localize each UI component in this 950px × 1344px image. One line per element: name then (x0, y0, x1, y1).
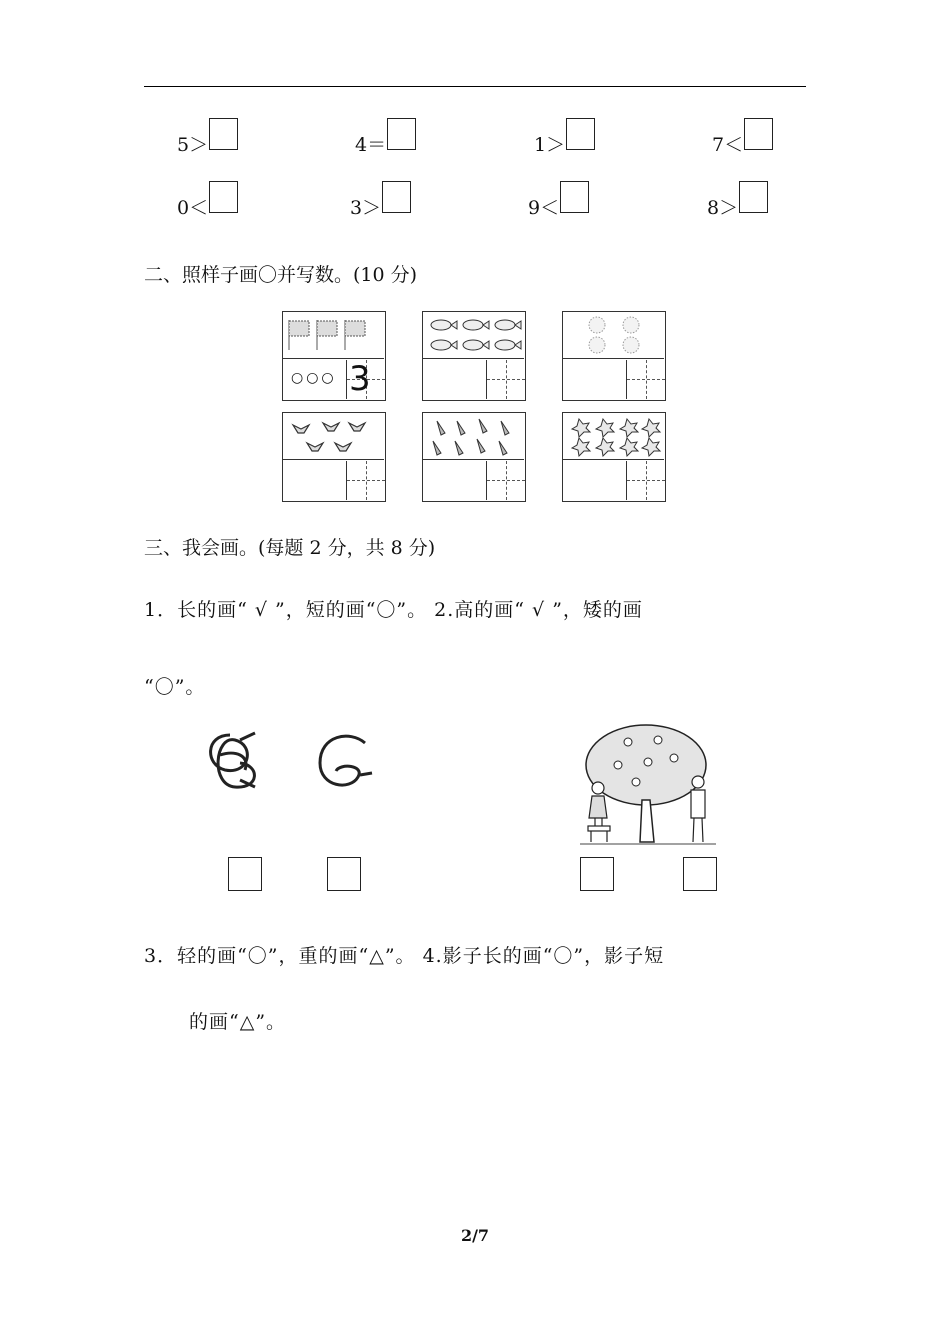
answer-box-tall-child[interactable] (683, 857, 717, 891)
question-3-4-text: 3．轻的画“〇”，重的画“△”。 4.影子长的画“〇”，影子短 (144, 945, 665, 967)
fish-icon (423, 312, 524, 358)
comparison-item (177, 120, 238, 156)
write-grid[interactable] (486, 461, 525, 500)
comparison-expression: 1＞ (534, 134, 566, 156)
write-grid[interactable] (346, 360, 385, 399)
comparison-expression: 3＞ (350, 197, 382, 219)
question-2-text-continued: “〇”。 (144, 676, 206, 698)
card-picture (423, 312, 524, 359)
example-answer: 3 (349, 359, 371, 399)
card-picture (423, 413, 524, 460)
leaf-icon (563, 413, 664, 459)
comparison-expression: 9＜ (528, 197, 560, 219)
card-picture (283, 413, 384, 460)
answer-box[interactable] (382, 181, 411, 213)
flag-icon (283, 312, 384, 358)
flower-icon (563, 312, 664, 358)
comparison-expression: 7＜ (712, 134, 744, 156)
answer-box-short-rope[interactable] (327, 857, 361, 891)
comparison-item (350, 183, 411, 219)
answer-box[interactable] (209, 118, 238, 150)
comparison-item (707, 183, 768, 219)
answer-box[interactable] (560, 181, 589, 213)
write-grid[interactable] (626, 360, 665, 399)
question-4-text-continued: 的画“△”。 (189, 1011, 287, 1033)
count-card-carrots (422, 412, 526, 502)
write-grid[interactable] (626, 461, 665, 500)
comparison-item (534, 120, 595, 156)
answer-box-short-child[interactable] (580, 857, 614, 891)
answer-box[interactable] (566, 118, 595, 150)
count-card-flags (282, 311, 386, 401)
bird-icon (283, 413, 384, 459)
card-picture (283, 312, 384, 359)
answer-box[interactable] (387, 118, 416, 150)
page-number: 2/7 (460, 1226, 490, 1245)
comparison-item (355, 120, 416, 156)
answer-box[interactable] (209, 181, 238, 213)
count-card-fish (422, 311, 526, 401)
count-card-leaves (562, 412, 666, 502)
comparison-expression: 4＝ (355, 134, 387, 156)
section-2-title: 二、照样子画〇并写数。(10 分) (144, 264, 418, 286)
comparison-item (177, 183, 238, 219)
apple-tree-illustration (578, 720, 718, 850)
comparison-item (528, 183, 589, 219)
comparison-item (712, 120, 773, 156)
write-grid[interactable] (486, 360, 525, 399)
ropes-illustration (200, 725, 390, 800)
count-card-flowers (562, 311, 666, 401)
answer-box[interactable] (739, 181, 768, 213)
count-card-birds (282, 412, 386, 502)
comparison-expression: 8＞ (707, 197, 739, 219)
carrot-icon (423, 413, 524, 459)
answer-box-long-rope[interactable] (228, 857, 262, 891)
header-rule (144, 86, 806, 87)
comparison-expression: 5＞ (177, 134, 209, 156)
example-circles: ○○○ (291, 370, 337, 386)
card-picture (563, 312, 664, 359)
answer-box[interactable] (744, 118, 773, 150)
question-1-2-text: 1．长的画“ √ ”，短的画“〇”。 2.高的画“ √ ”，矮的画 (144, 599, 643, 621)
write-grid[interactable] (346, 461, 385, 500)
section-3-title: 三、我会画。(每题 2 分，共 8 分) (144, 537, 436, 559)
comparison-expression: 0＜ (177, 197, 209, 219)
card-picture (563, 413, 664, 460)
